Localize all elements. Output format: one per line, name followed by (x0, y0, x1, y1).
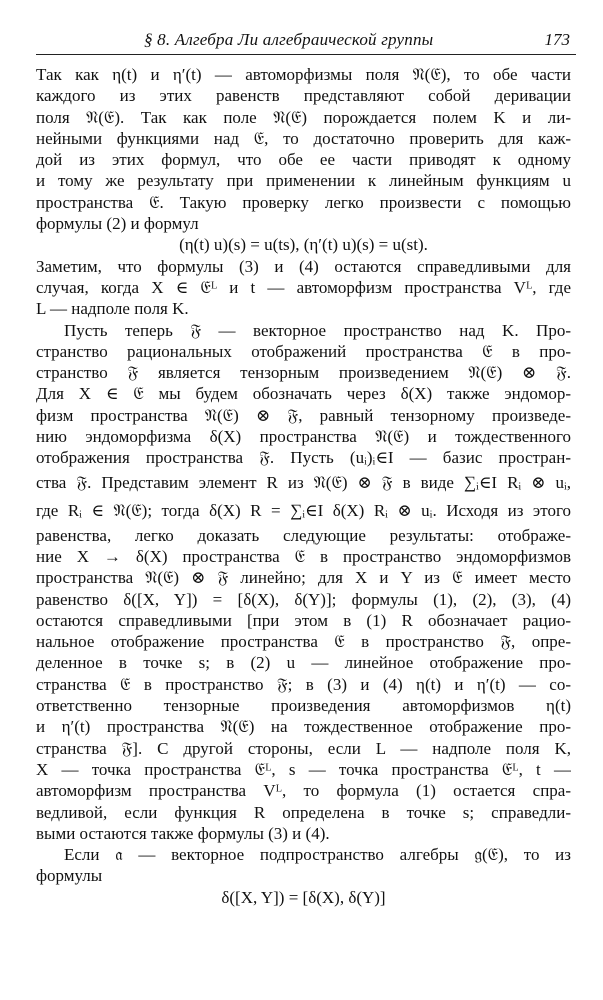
text-line: странства 𝔈 в пространство 𝔉; в (3) и (4) η(t) и η′(t) — со- (36, 674, 571, 694)
body-text (36, 64, 571, 908)
text-line: физм пространства 𝔑(𝔈) ⊗ 𝔉, равный тензорному произведе- (36, 405, 571, 425)
text-line: дой из этих формул, что обе ее части приводят к одному (36, 150, 571, 170)
page-number: 173 (544, 30, 570, 49)
text-line: странство 𝔉 является тензорным произведением 𝔑(𝔈) ⊗ 𝔉. (36, 363, 571, 383)
text-line: каждого из этих равенств представляют собой деривации (36, 86, 571, 106)
text-line: и тому же результату при применении к линейным функциям u (36, 171, 571, 191)
text-line: нию эндоморфизма δ(X) пространства 𝔑(𝔈) и тождественного (36, 427, 571, 447)
text-line: равенства, легко доказать следующие результаты: отображе- (36, 525, 571, 545)
text-line: Заметим, что формулы (3) и (4) остаются справедливыми для (36, 256, 571, 276)
text-line: Если 𝔞 — векторное подпространство алгебры 𝔤(𝔈), то из (64, 845, 571, 865)
text-line: Пусть теперь 𝔉 — векторное пространство над K. Про- (64, 320, 571, 340)
display-formula: (η(t) u)(s) = u(ts), (η′(t) u)(s) = u(st). (179, 235, 428, 255)
text-line: Так как η(t) и η′(t) — автоморфизмы поля 𝔑(𝔈), то обе части (36, 65, 571, 84)
text-line: поля 𝔑(𝔈). Так как поле 𝔑(𝔈) порождается полем K и ли- (36, 107, 571, 127)
text-line: ние X → δ(X) пространства 𝔈 в пространство эндоморфизмов (36, 546, 571, 566)
display-formula: δ([X, Y]) = [δ(X), δ(Y)] (221, 887, 386, 907)
text-line: ведливой, если функция R определена в точке s; справедли- (36, 802, 571, 822)
text-line: автоморфизм пространства Vᴸ, то формула (1) остается спра- (36, 781, 571, 801)
text-line: равенство δ([X, Y]) = [δ(X), δ(Y)]; формулы (1), (2), (3), (4) (36, 589, 571, 609)
text-line: нейными функциями над 𝔈, то достаточно проверить для каж- (36, 128, 571, 148)
text-line: X — точка пространства 𝔈ᴸ, s — точка пространства 𝔈ᴸ, t — (36, 759, 571, 779)
text-line: L — надполе поля K. (36, 299, 189, 319)
text-line: странства 𝔉]. С другой стороны, если L — надполе поля K, (36, 738, 571, 758)
page-header (36, 28, 576, 55)
text-line: где Rᵢ ∈ 𝔑(𝔈); тогда δ(X) R = ∑ᵢ∈I δ(X) Rᵢ ⊗ uᵢ. Исходя из этого (36, 500, 571, 520)
text-line: ства 𝔉. Представим элемент R из 𝔑(𝔈) ⊗ 𝔉 в виде ∑ᵢ∈I Rᵢ ⊗ uᵢ, (36, 472, 571, 492)
running-head: § 8. Алгебра Ли алгебраической группы (144, 30, 434, 49)
text-line: формулы (2) и формул (36, 214, 199, 234)
text-line: ответственно тензорные произведения автоморфизмов η(t) (36, 696, 571, 716)
text-line: деленное в точке s; в (2) u — линейное отображение про- (36, 653, 571, 673)
text-line: пространства 𝔈. Такую проверку легко произвести с помощью (36, 192, 571, 212)
text-line: случая, когда X ∈ 𝔈ᴸ и t — автоморфизм пространства Vᴸ, где (36, 277, 571, 297)
text-line: отображения пространства 𝔉. Пусть (uᵢ)ᵢ∈I — базис простран- (36, 448, 571, 468)
text-line: нальное отображение пространства 𝔈 в пространство 𝔉, опре- (36, 632, 571, 652)
text-line: странство рациональных отображений пространства 𝔈 в про- (36, 341, 571, 361)
text-line: и η′(t) пространства 𝔑(𝔈) на тождественное отображение про- (36, 717, 571, 737)
text-line: выми остаются также формулы (3) и (4). (36, 823, 330, 843)
text-line: пространства 𝔑(𝔈) ⊗ 𝔉 линейно; для X и Y из 𝔈 имеет место (36, 568, 571, 588)
text-line: Для X ∈ 𝔈 мы будем обозначать через δ(X) также эндомор- (36, 384, 571, 404)
text-line: формулы (36, 866, 103, 886)
text-line: остаются справедливыми [при этом в (1) R обозначает рацио- (36, 610, 571, 630)
